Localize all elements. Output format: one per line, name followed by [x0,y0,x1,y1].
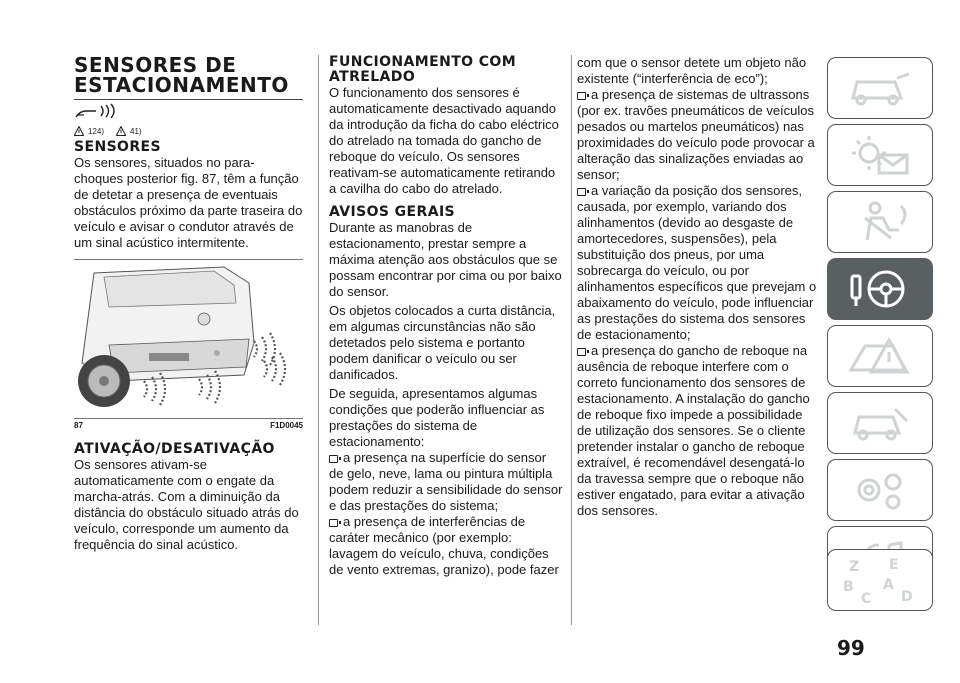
column-3 [577,55,817,519]
technical-data-icon [845,468,915,512]
warnings-heading: AVISOS GERAIS [329,204,456,220]
figure-bottom-rule [74,418,303,419]
tab-car-dashboard[interactable] [827,57,933,119]
bullet-item [577,87,817,183]
title-rule [74,99,303,100]
attention-reference[interactable]: 41) [130,126,142,136]
bullet-icon [329,519,338,527]
tab-warning-lights[interactable] [827,124,933,186]
figure-code: F1D0045 [270,421,303,430]
figure-number: 87 [74,421,83,430]
warning-references [74,126,303,136]
towing-text: O funcionamento dos sensores é automaticamente desactivado aquando da introdução da ficha do cabo eléctrico do atrelado na tomada do gancho de reboque do veículo. Os sensores reativam-se automaticamente retirando a cavilha do cabo do atrelado. [329,85,559,196]
column-2 [329,55,563,578]
warning-triangle-icon [74,126,84,136]
safety-airbag-icon [845,200,915,244]
tab-starting-driving[interactable] [827,258,933,320]
maintenance-icon [845,401,915,445]
activation-text: Os sensores ativam-se automaticamente com o engate da marcha-atrás. Com a diminuição da distância do obstáculo situado atrás do veículo, corresponde um aumento da frequência do sinal acústico. [74,457,299,552]
car-dashboard-icon [845,68,915,108]
bullet-item [329,514,563,578]
bullet-text: a presença de sistemas de ultrassons (por ex. travões pneumáticos de veículos pesados ou martelos pneumáticos) nas proximidades do veículo pode provocar a alteração das sinalizações enviadas ao sensor; [577,87,815,182]
bullet-icon [329,455,338,463]
figure-caption [74,421,303,430]
tab-safety[interactable] [827,191,933,253]
index-letter: C [861,591,872,607]
bullet-icon [577,188,586,196]
bullet-text: a variação da posição dos sensores, causada, por exemplo, variando dos alinhamentos (devido ao desgaste de amortecedores, suspensões), pela substituição dos pneus, por uma sobrecarga do veículo, ou por alinhamentos específicos que prevejam o abaixamento do veículo, pode influenciar as prestações do sistema dos sensores de estacionamento; [577,183,817,342]
bullet-text: a presença na superfície do sensor de gelo, neve, lama ou pintura múltipla podem reduzir a sensibilidade do sensor e das prestações do sistema; [329,450,563,513]
column-divider [318,55,319,625]
towing-heading: FUNCIONAMENTO COM ATRELADO [329,54,517,85]
index-letter: Z [849,559,860,575]
tab-technical-data[interactable] [827,459,933,521]
emergency-icon [845,334,915,378]
warnings-paragraph-1: Durante as manobras de estacionamento, prestar sempre a máxima atenção aos obstáculos que se possam encontrar por cima ou por baixo do sensor. [329,220,562,299]
bullet-text: a presença de interferências de caráter mecânico (por exemplo: lavagem do veículo, chuva, condições de vento extremas, granizo), pode fazer [329,514,559,577]
bullet-item [329,450,563,514]
figure-top-rule [74,259,303,260]
continued-text: com que o sensor detete um objeto não existente (“interferência de eco”); [577,55,807,86]
warning-reference[interactable]: 124) [88,126,105,136]
index-letter: D [901,589,913,605]
warnings-paragraph-2: Os objetos colocados a curta distância, em algumas circunstâncias não são detetados pelo sistema e portanto podem danificar o veículo ou ser danificados. [329,303,556,382]
index-letter: A [883,577,894,593]
bullet-icon [577,92,586,100]
page-title: SENSORES DE ESTACIONAMENTO [74,53,289,97]
tab-maintenance[interactable] [827,392,933,454]
activation-heading: ATIVAÇÃO/DESATIVAÇÃO [74,441,275,457]
attention-triangle-icon [116,126,126,136]
bullet-text: a presença do gancho de reboque na ausência de reboque interfere com o correto funcionamento dos sensores de estacionamento. A instalação do gancho de reboque fixo impede a possibilidade de utilização dos sensores. Se o cliente pretender instalar o gancho de reboque extraível, é recomendável desengatá-lo da travessa sempre que o reboque não estiver engatado, para evitar a ativação dos sensores. [577,343,810,518]
index-letter: E [889,557,899,573]
bullet-item [577,183,817,343]
figure-87-car-rear-illustration [74,263,303,413]
index-icon [835,553,925,607]
sensors-heading: SENSORES [74,139,161,155]
column-divider [571,55,572,625]
page-number: 99 [837,636,865,660]
bullet-icon [577,348,586,356]
warnings-paragraph-3: De seguida, apresentamos algumas condições que poderão influenciar as prestações do sistema de estacionamento: [329,386,545,449]
column-1 [74,55,303,553]
warning-lights-icon [845,133,915,177]
sensors-text: Os sensores, situados no para-choques posterior fig. 87, têm a função de detetar a presença de eventuais obstáculos próximo da parte traseira do veículo e avisar o condutor através de um sinal acústico intermitente. [74,155,303,250]
tab-emergency[interactable] [827,325,933,387]
tab-index[interactable] [827,549,933,611]
index-letter: B [843,579,854,595]
starting-driving-icon [840,264,920,314]
bullet-item [577,343,817,519]
parking-sensor-symbol-icon [74,103,134,119]
